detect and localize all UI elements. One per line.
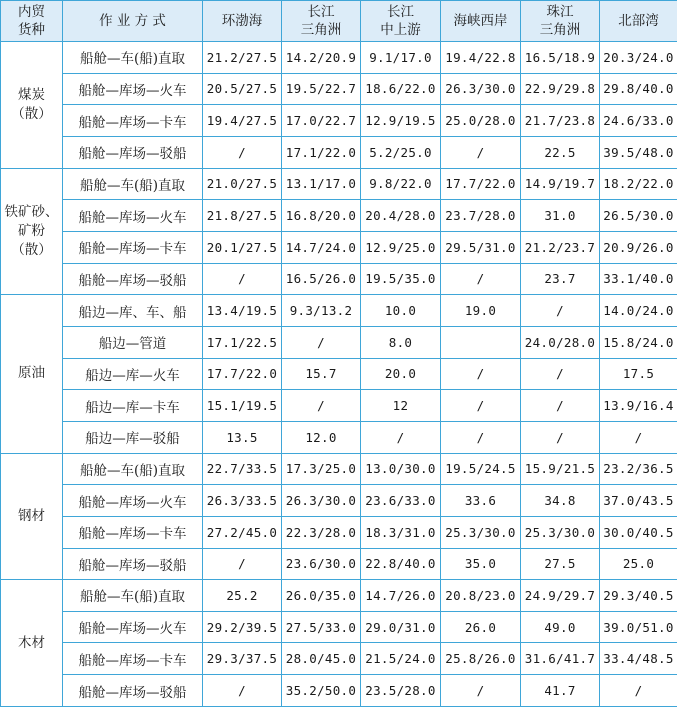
rate-value-cell: 14.7/24.0: [282, 231, 361, 263]
rate-value-cell: 35.0: [441, 548, 521, 580]
table-row: [1, 675, 677, 707]
rate-value-cell: 33.1/40.0: [600, 263, 677, 295]
table-row: [1, 263, 677, 295]
header-operation-method: 作 业 方 式: [63, 1, 203, 42]
operation-method-cell: 船舱—库场—驳船: [63, 548, 203, 580]
rate-value-cell: 18.6/22.0: [361, 73, 441, 105]
rate-value-cell: 24.9/29.7: [521, 580, 600, 612]
rate-value-cell: 39.5/48.0: [600, 136, 677, 168]
table-row: [1, 358, 677, 390]
rate-value-cell: 16.5/18.9: [521, 42, 600, 74]
rate-value-cell: 15.1/19.5: [203, 390, 282, 422]
cargo-type-label: 钢材: [18, 507, 45, 524]
operation-method-cell: 船舱—库场—卡车: [63, 231, 203, 263]
rate-value-cell: 27.5: [521, 548, 600, 580]
table-row: [1, 168, 677, 200]
cargo-type-label: 铁矿砂、: [4, 203, 59, 220]
rate-value-cell: 16.5/26.0: [282, 263, 361, 295]
table-row: [1, 516, 677, 548]
rate-value-cell: 15.7: [282, 358, 361, 390]
rate-value-cell: 25.2: [203, 580, 282, 612]
rate-value-cell: 12.9/25.0: [361, 231, 441, 263]
rate-value-cell: 21.0/27.5: [203, 168, 282, 200]
rate-value-cell: /: [203, 675, 282, 707]
operation-method-cell: 船舱—库场—火车: [63, 611, 203, 643]
rate-value-cell: 14.2/20.9: [282, 42, 361, 74]
table-row: [1, 42, 677, 74]
cargo-type-label: 矿粉: [18, 222, 45, 239]
operation-method-cell: 船舱—库场—火车: [63, 73, 203, 105]
rate-value-cell: 49.0: [521, 611, 600, 643]
rate-value-cell: 20.9/26.0: [600, 231, 677, 263]
rate-value-cell: /: [521, 390, 600, 422]
rate-value-cell: 39.0/51.0: [600, 611, 677, 643]
rate-value-cell: 27.2/45.0: [203, 516, 282, 548]
rate-value-cell: 22.8/40.0: [361, 548, 441, 580]
rate-value-cell: 19.5/22.7: [282, 73, 361, 105]
table-row: [1, 421, 677, 453]
rate-value-cell: 29.2/39.5: [203, 611, 282, 643]
cargo-type-label: （散）: [11, 241, 52, 258]
rate-value-cell: 13.0/30.0: [361, 453, 441, 485]
rate-value-cell: 19.4/22.8: [441, 42, 521, 74]
rate-value-cell: 29.5/31.0: [441, 231, 521, 263]
header-cargo-type: [1, 1, 63, 42]
rate-value-cell: /: [600, 675, 677, 707]
rate-value-cell: 35.2/50.0: [282, 675, 361, 707]
header-region-line: 环渤海: [221, 13, 263, 29]
operation-method-cell: 船舱—库场—火车: [63, 200, 203, 232]
cargo-type-label: 原油: [18, 365, 45, 382]
operation-method-cell: 船舱—车(船)直取: [63, 453, 203, 485]
rate-value-cell: 23.6/33.0: [361, 485, 441, 517]
rate-value-cell: /: [203, 548, 282, 580]
cargo-type-cell: [1, 168, 63, 295]
rate-value-cell: 25.0: [600, 548, 677, 580]
rate-value-cell: 20.5/27.5: [203, 73, 282, 105]
rate-value-cell: 26.0/35.0: [282, 580, 361, 612]
table-row: [1, 548, 677, 580]
rate-value-cell: 41.7: [521, 675, 600, 707]
cargo-type-cell: [1, 453, 63, 580]
header-region-line: 长江: [387, 4, 414, 20]
table-row: [1, 200, 677, 232]
header-region-beibu-gulf: [600, 1, 677, 42]
rate-value-cell: 29.3/37.5: [203, 643, 282, 675]
operation-method-cell: 船舱—库场—卡车: [63, 516, 203, 548]
rate-value-cell: /: [441, 136, 521, 168]
cargo-type-cell: [1, 580, 63, 707]
operation-method-cell: 船舱—库场—卡车: [63, 105, 203, 137]
rate-value-cell: 17.5: [600, 358, 677, 390]
table-row: [1, 611, 677, 643]
rate-value-cell: /: [441, 390, 521, 422]
rate-value-cell: 24.0/28.0: [521, 326, 600, 358]
rate-value-cell: [441, 326, 521, 358]
rate-value-cell: 13.1/17.0: [282, 168, 361, 200]
rate-value-cell: 25.3/30.0: [441, 516, 521, 548]
rate-value-cell: 37.0/43.5: [600, 485, 677, 517]
cargo-type-cell: [1, 42, 63, 169]
table-row: [1, 105, 677, 137]
operation-method-cell: 船舱—库场—驳船: [63, 136, 203, 168]
rate-value-cell: 18.2/22.0: [600, 168, 677, 200]
cargo-type-label: 木材: [18, 634, 45, 651]
rate-value-cell: 26.3/30.0: [441, 73, 521, 105]
rate-value-cell: 19.4/27.5: [203, 105, 282, 137]
rate-value-cell: 23.7/28.0: [441, 200, 521, 232]
cargo-type-label: 煤炭: [18, 86, 45, 103]
rate-value-cell: 13.9/16.4: [600, 390, 677, 422]
operation-method-cell: 船边—库—火车: [63, 358, 203, 390]
rate-value-cell: 23.7: [521, 263, 600, 295]
rate-value-cell: 21.5/24.0: [361, 643, 441, 675]
rate-value-cell: 19.5/35.0: [361, 263, 441, 295]
rate-value-cell: 13.4/19.5: [203, 295, 282, 327]
operation-method-cell: 船舱—库场—火车: [63, 485, 203, 517]
rate-value-cell: 17.3/25.0: [282, 453, 361, 485]
rate-value-cell: /: [282, 326, 361, 358]
rate-value-cell: 22.3/28.0: [282, 516, 361, 548]
rate-value-cell: 5.2/25.0: [361, 136, 441, 168]
rate-value-cell: 17.7/22.0: [203, 358, 282, 390]
rate-value-cell: 20.0: [361, 358, 441, 390]
table-body: [1, 42, 677, 707]
rate-value-cell: 33.6: [441, 485, 521, 517]
rate-value-cell: 22.5: [521, 136, 600, 168]
operation-method-cell: 船边—库—驳船: [63, 421, 203, 453]
header-region-line: 中上游: [380, 22, 421, 38]
rate-value-cell: /: [203, 136, 282, 168]
header-region-line: 长江: [307, 4, 335, 20]
rate-value-cell: 10.0: [361, 295, 441, 327]
rate-value-cell: /: [521, 295, 600, 327]
rate-value-cell: /: [203, 263, 282, 295]
operation-method-cell: 船边—库—卡车: [63, 390, 203, 422]
rate-value-cell: 18.3/31.0: [361, 516, 441, 548]
operation-method-cell: 船边—库、车、船: [63, 295, 203, 327]
rate-value-cell: 12.0: [282, 421, 361, 453]
rate-value-cell: 12: [361, 390, 441, 422]
rate-value-cell: /: [521, 358, 600, 390]
rate-value-cell: /: [521, 421, 600, 453]
table-row: [1, 643, 677, 675]
table-row: [1, 453, 677, 485]
rate-value-cell: /: [441, 675, 521, 707]
rate-value-cell: /: [600, 421, 677, 453]
rate-value-cell: 29.8/40.0: [600, 73, 677, 105]
rate-value-cell: 8.0: [361, 326, 441, 358]
rate-value-cell: 9.8/22.0: [361, 168, 441, 200]
cargo-type-label: （散）: [11, 105, 52, 122]
rate-value-cell: 33.4/48.5: [600, 643, 677, 675]
table-row: [1, 73, 677, 105]
header-region-west-strait: [441, 1, 521, 42]
header-region-yangtze-middle-upper: [361, 1, 441, 42]
rate-value-cell: /: [441, 358, 521, 390]
rate-value-cell: 19.0: [441, 295, 521, 327]
rate-value-cell: 29.3/40.5: [600, 580, 677, 612]
header-region-line: 三角洲: [300, 22, 342, 38]
rate-value-cell: 14.7/26.0: [361, 580, 441, 612]
rate-value-cell: 31.0: [521, 200, 600, 232]
rate-value-cell: 29.0/31.0: [361, 611, 441, 643]
rate-value-cell: 13.5: [203, 421, 282, 453]
rate-value-cell: 16.8/20.0: [282, 200, 361, 232]
rate-value-cell: 19.5/24.5: [441, 453, 521, 485]
operation-method-cell: 船舱—车(船)直取: [63, 580, 203, 612]
table-row: [1, 580, 677, 612]
header-region-yangtze-delta: [282, 1, 361, 42]
rate-value-cell: 22.7/33.5: [203, 453, 282, 485]
rate-value-cell: 28.0/45.0: [282, 643, 361, 675]
rate-value-cell: /: [441, 421, 521, 453]
rate-value-cell: 15.9/21.5: [521, 453, 600, 485]
header-region-line: 三角洲: [539, 22, 581, 38]
rate-value-cell: /: [441, 263, 521, 295]
operation-method-cell: 船舱—车(船)直取: [63, 42, 203, 74]
rate-value-cell: 31.6/41.7: [521, 643, 600, 675]
operation-method-cell: 船舱—库场—驳船: [63, 263, 203, 295]
rate-value-cell: 34.8: [521, 485, 600, 517]
table-row: [1, 390, 677, 422]
rate-value-cell: /: [282, 390, 361, 422]
rate-value-cell: 14.0/24.0: [600, 295, 677, 327]
operation-method-cell: 船边—管道: [63, 326, 203, 358]
rate-value-cell: 21.8/27.5: [203, 200, 282, 232]
rate-value-cell: 23.6/30.0: [282, 548, 361, 580]
rate-value-cell: 21.2/27.5: [203, 42, 282, 74]
rate-value-cell: 14.9/19.7: [521, 168, 600, 200]
rate-value-cell: /: [361, 421, 441, 453]
rate-value-cell: 17.7/22.0: [441, 168, 521, 200]
table-row: [1, 136, 677, 168]
rate-value-cell: 9.1/17.0: [361, 42, 441, 74]
rate-value-cell: 20.3/24.0: [600, 42, 677, 74]
operation-method-cell: 船舱—库场—卡车: [63, 643, 203, 675]
header-region-pearl-delta: [521, 1, 600, 42]
table-row: [1, 485, 677, 517]
rate-value-cell: 9.3/13.2: [282, 295, 361, 327]
rate-value-cell: 17.1/22.0: [282, 136, 361, 168]
rate-value-cell: 17.1/22.5: [203, 326, 282, 358]
header-region-line: 珠江: [546, 4, 574, 20]
rate-value-cell: 25.3/30.0: [521, 516, 600, 548]
rate-value-cell: 20.1/27.5: [203, 231, 282, 263]
rate-value-cell: 30.0/40.5: [600, 516, 677, 548]
rate-value-cell: 21.7/23.8: [521, 105, 600, 137]
cargo-type-cell: [1, 295, 63, 453]
header-region-line: 北部湾: [618, 13, 659, 29]
rate-value-cell: 12.9/19.5: [361, 105, 441, 137]
header-row: [1, 1, 677, 42]
table-row: [1, 231, 677, 263]
rate-value-cell: 23.5/28.0: [361, 675, 441, 707]
table-row: [1, 295, 677, 327]
rate-value-cell: 26.3/30.0: [282, 485, 361, 517]
rate-value-cell: 24.6/33.0: [600, 105, 677, 137]
rate-value-cell: 15.8/24.0: [600, 326, 677, 358]
rate-value-cell: 21.2/23.7: [521, 231, 600, 263]
rate-value-cell: 26.5/30.0: [600, 200, 677, 232]
header-cargo-line-1: 内贸: [18, 4, 45, 20]
rate-value-cell: 26.0: [441, 611, 521, 643]
rate-value-cell: 25.8/26.0: [441, 643, 521, 675]
rate-value-cell: 25.0/28.0: [441, 105, 521, 137]
operation-method-cell: 船舱—库场—驳船: [63, 675, 203, 707]
header-region-line: 海峡西岸: [453, 13, 508, 29]
header-cargo-line-2: 货种: [18, 22, 45, 38]
table-row: [1, 326, 677, 358]
rate-value-cell: 22.9/29.8: [521, 73, 600, 105]
rate-value-cell: 26.3/33.5: [203, 485, 282, 517]
rate-value-cell: 17.0/22.7: [282, 105, 361, 137]
header-region-bohai: [203, 1, 282, 42]
operation-method-cell: 船舱—车(船)直取: [63, 168, 203, 200]
rate-value-cell: 20.4/28.0: [361, 200, 441, 232]
rate-value-cell: 23.2/36.5: [600, 453, 677, 485]
rate-value-cell: 27.5/33.0: [282, 611, 361, 643]
rate-value-cell: 20.8/23.0: [441, 580, 521, 612]
